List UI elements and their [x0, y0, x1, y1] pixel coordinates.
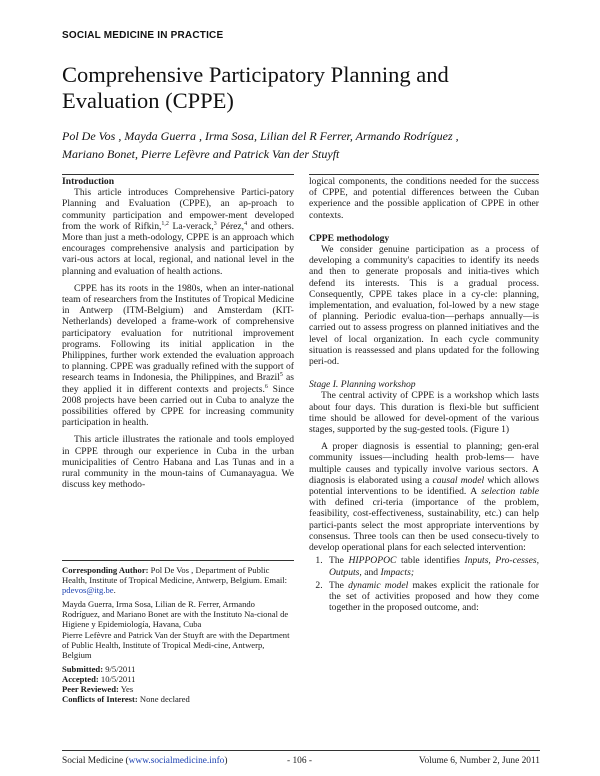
left-column: [62, 176, 294, 490]
accepted-line: Accepted: 10/5/2011: [62, 673, 136, 684]
journal-url-link[interactable]: www.socialmedicine.info: [128, 756, 225, 766]
peer-reviewed-line: Peer Reviewed: Yes: [62, 684, 134, 695]
authors-line-2: Mariano Bonet, Pierre Lefèvre and Patrick Van der Stuyft: [62, 147, 340, 161]
corresponding-author: Corresponding Author: Pol De Vos , Department of Public Health, Institute of Tropical Medicine, Antwerp, Belgium. Email: pdevos@itg.be.: [62, 565, 288, 596]
footer-volume: Volume 6, Number 2, June 2011: [418, 756, 540, 766]
affiliation-1: Mayda Guerra, Irma Sosa, Lilian de R. Ferrer, Armando Rodríguez, and Mariano Bonet are with the Instituto Na-cional de Higiene y Epidemiología, Havana, Cuba: [62, 599, 289, 630]
intro-paragraph-3: This article illustrates the rationale and tools employed in CPPE through our experience in Cuba in the urban municipalities of Centro Habana and Las Tunas and in a rural community in the moun-tains of Cumanayagua. We discuss key methodo-: [62, 434, 294, 491]
intro-paragraph-1: This article introduces Comprehensive Partici-patory Planning and Evaluation (CPPE), an ap-proach to community participation and empower-ment developed from the work of Rifkin,$^{1,2}$ La-verack,$^3$ Pérez,$^4$ and others. More than just a meth-odology, CPPE is an approach which encourages comprehensive analysis and participation by vari-ous actors at local, regional, and national level in the planning and evaluation of health actions.: [62, 187, 294, 277]
affiliation-2: Pierre Lefèvre and Patrick Van der Stuyft are with the Department of Public Health, Institute of Tropical Medi-cine, Antwerp, Belgium: [62, 629, 290, 660]
intro-paragraph-2: CPPE has its roots in the 1980s, when an inter-national team of researchers from the Institutes of Tropical Medicine in Antwerp (ITM-Belgium) and Amsterdam (KIT-Netherlands) developed a frame-work of comprehensive participatory evaluation for nutritional improvement programs. Following its initial application in the Philippines, further work extended the evaluation approach to planning. CPPE was gradually refined with the support of research teams in Indonesia, the Philippines, and Brazil$^5$ as they applied it in different contexts and projects.$^6$ Since 2008 projects have been carried out in Cuba to analyze the possibilities offered by CPPE for increasing community participation in health.: [62, 282, 294, 429]
footer-journal: Social Medicine (www.socialmedicine.info): [62, 756, 228, 766]
section-label: SOCIAL MEDICINE IN PRACTICE: [62, 30, 224, 41]
author-list: [62, 127, 542, 163]
continued-paragraph: logical components, the conditions needed for the success of CPPE, and potential differences between the Cuban experience and the possible application of CPPE in other contexts.: [309, 176, 539, 221]
submitted-line: Submitted: 9/5/2011: [62, 663, 136, 674]
authors-line-1: Pol De Vos , Mayda Guerra , Irma Sosa, Lilian del R Ferrer, Armando Rodríguez ,: [62, 129, 459, 143]
footer-page-number: - 106 -: [287, 756, 312, 766]
stage-heading: Stage I. Planning workshop: [309, 379, 416, 391]
stage-paragraph-2: A proper diagnosis is essential to planning; gen-eral community issues—including health prob-lems— have multiple causes and typically involve various sectors. A diagnosis is elaborated using a causal model which allows potential interventions to be identified. A selection table with defined cri-teria (importance of the problem, feasibility, cost-effectiveness, sustainability, etc.) can help partici-pants select the most appropriate interventions by consensus. Three tools can then be used consecu-tively to develop operational plans for each selected intervention:: [309, 441, 539, 554]
right-column: [309, 176, 539, 615]
introduction-heading: Introduction: [62, 176, 115, 187]
author-info-box: [62, 560, 294, 704]
methodology-paragraph: We consider genuine participation as a process of developing a community's capacities to identify its needs and then to generate proposals and initia-tives which defend its interests. This is a gradual process. Consequently, CPPE takes place in a cy-cle: planning, implementation, and evaluation, fol-lowed by a new stage of planning. Periodic evalua-tion—perhaps annually—is carried out to assess progress on planned initiatives and the level of local organization. In each cycle community situation is reassessed and plans updated for the following peri-od.: [309, 244, 539, 368]
tool-list: [309, 555, 539, 613]
left-column-rule: [62, 174, 294, 175]
author-email-link[interactable]: pdevos@itg.be: [62, 585, 114, 596]
article-title: Comprehensive Participatory Planning and Evaluation (CPPE): [62, 62, 449, 113]
footer-rule: [62, 750, 540, 751]
stage-paragraph-1: The central activity of CPPE is a workshop which lasts about four days. This duration is flexi-ble but sufficient time should be allowed for devel-opment of the various stages, supported by the sug-gested tools. (Figure 1): [309, 390, 539, 436]
conflicts-line: Conflicts of Interest: None declared: [62, 694, 190, 705]
methodology-heading: CPPE methodology: [309, 232, 390, 244]
list-item: 1. The HIPPOPOC table identifies Inputs, Pro-cesses, Outputs, and Impacts;: [325, 555, 539, 577]
right-column-rule: [309, 174, 539, 175]
list-item: 2. The dynamic model makes explicit the rationale for the set of activities proposed and how they come together in the proposed outcome, and:: [325, 580, 539, 614]
